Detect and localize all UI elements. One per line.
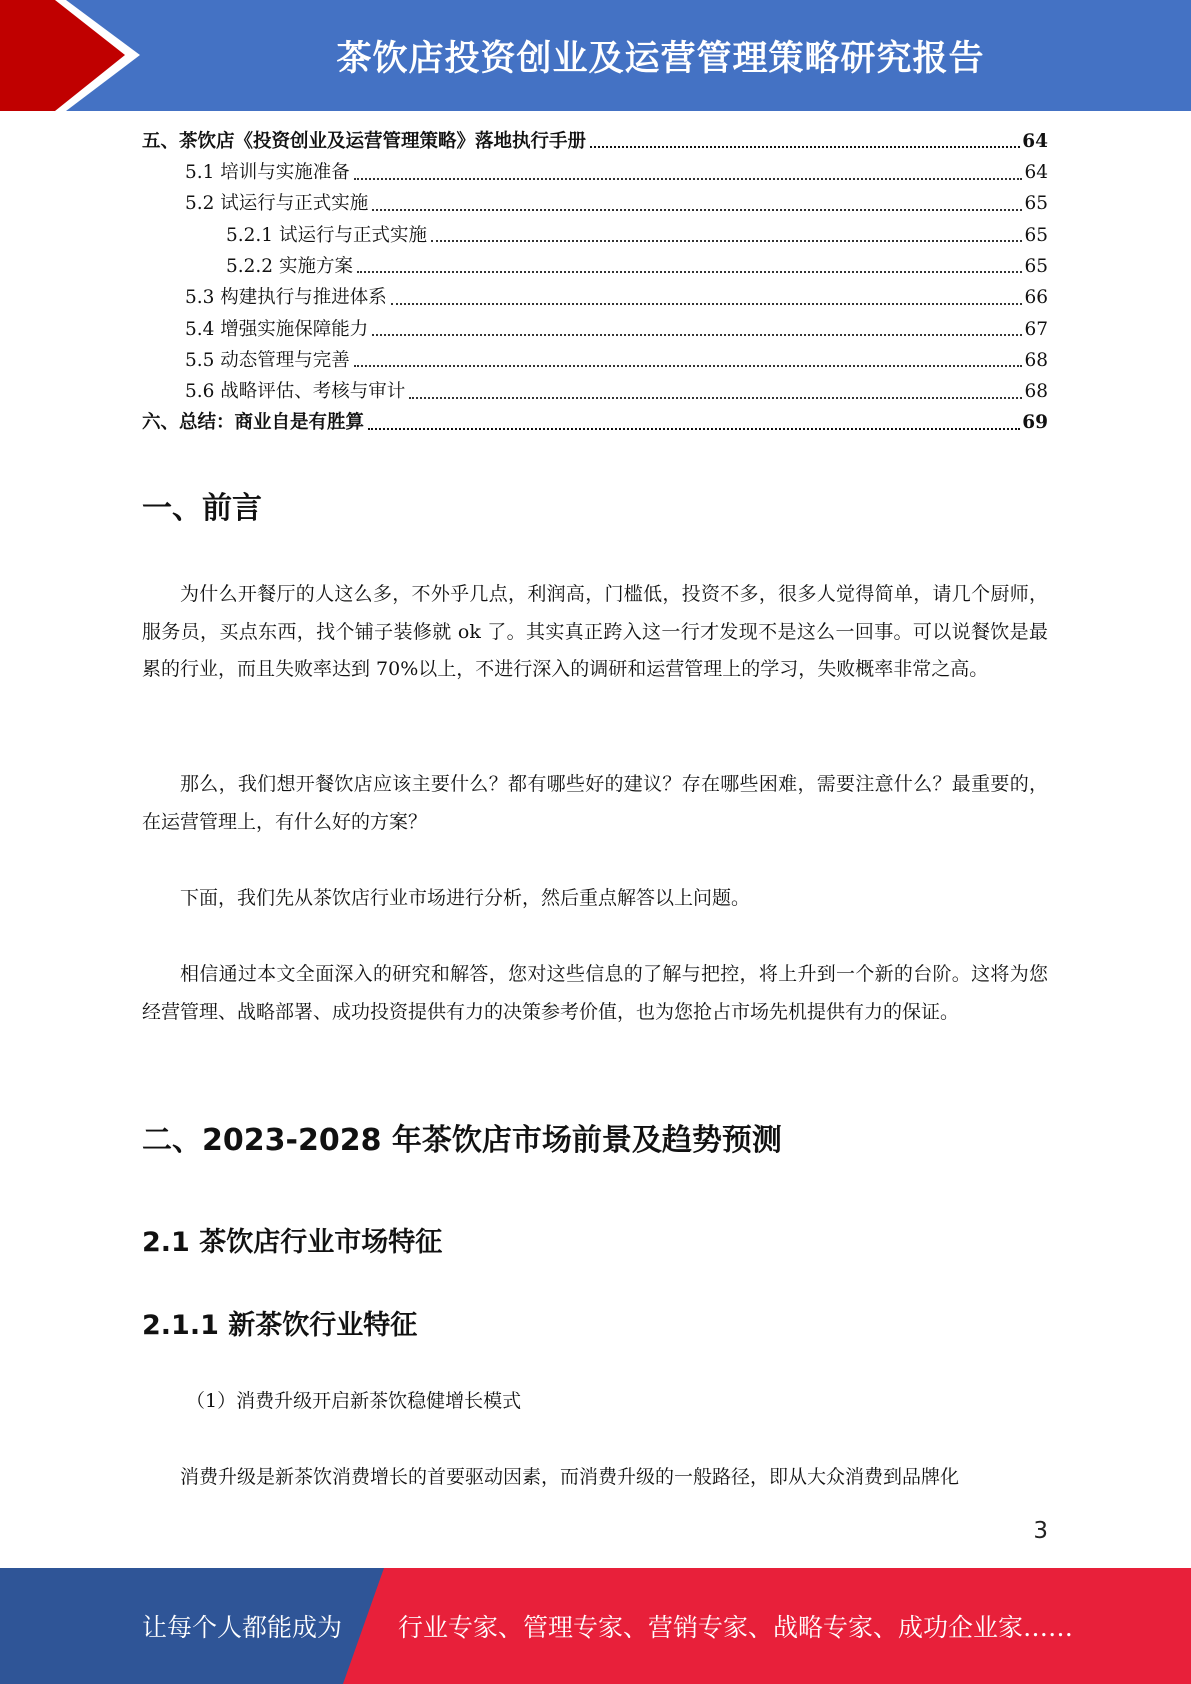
subsection-heading: 2.1.1 新茶饮行业特征 [142,1310,418,1341]
toc-entry-title: 五、茶饮店《投资创业及运营管理策略》落地执行手册 [142,130,587,152]
toc-leader-dots [372,333,1022,336]
toc-leader-dots [357,270,1023,273]
toc-leader-dots [431,239,1022,242]
toc-leader-dots [354,364,1023,367]
toc-entry-page: 65 [1024,224,1048,246]
toc-entry-title: 5.2 试运行与正式实施 [185,193,369,215]
toc-entry-title: 5.4 增强实施保障能力 [185,318,369,340]
toc-entry[interactable] [142,253,1048,284]
body-paragraph: 为什么开餐厅的人这么多，不外乎几点，利润高，门槛低，投资不多，很多人觉得简单，请几个厨师，服务员，买点东西，找个铺子装修就 ok 了。其实真正跨入这一行才发现不是这么一回事。可以说餐饮是最累的行业，而且失败率达到 70%以上，不进行深入的调研和运营管理上的学习，失败概率非常之高。 [142,583,1048,681]
toc-leader-dots [372,208,1022,211]
subsection-heading: 2.1 茶饮店行业市场特征 [142,1227,443,1258]
header-banner [0,0,1191,111]
toc-entry-title: 六、总结：商业自是有胜算 [142,412,365,434]
toc-entry-page: 67 [1024,318,1048,340]
footer-slogan-right: 行业专家、管理专家、营销专家、战略专家、成功企业家…… [398,1613,1074,1642]
toc-entry[interactable] [142,191,1048,222]
table-of-contents [142,128,1048,441]
toc-entry-page: 65 [1024,255,1048,277]
toc-leader-dots [368,427,1020,430]
toc-entry-title: 5.5 动态管理与完善 [185,349,350,371]
toc-entry-title: 5.6 战略评估、考核与审计 [185,381,406,403]
toc-entry-title: 5.2.2 实施方案 [226,255,353,277]
section-heading-forecast: 二、2023-2028 年茶饮店市场前景及趋势预测 [142,1123,782,1158]
toc-leader-dots [409,396,1022,399]
toc-leader-dots [590,145,1020,148]
toc-entry[interactable] [142,222,1048,253]
report-title: 茶饮店投资创业及运营管理策略研究报告 [336,38,985,79]
toc-entry[interactable] [142,128,1048,159]
toc-entry-page: 69 [1022,412,1048,434]
body-paragraph: 相信通过本文全面深入的研究和解答，您对这些信息的了解与把控，将上升到一个新的台阶。这将为您经营管理、战略部署、成功投资提供有力的决策参考价值，也为您抢占市场先机提供有力的保证。 [142,963,1048,1023]
toc-entry[interactable] [142,347,1048,378]
list-item-heading: （1）消费升级开启新茶饮稳健增长模式 [186,1390,522,1412]
toc-entry-title: 5.2.1 试运行与正式实施 [226,224,427,246]
footer-banner [0,1568,1191,1684]
toc-entry-page: 64 [1024,162,1048,184]
toc-entry[interactable] [142,159,1048,190]
toc-entry[interactable] [142,284,1048,315]
toc-entry-page: 68 [1024,381,1048,403]
body-paragraph: 消费升级是新茶饮消费增长的首要驱动因素，而消费升级的一般路径，即从大众消费到品牌化 [180,1466,960,1488]
toc-leader-dots [391,302,1023,305]
toc-entry-page: 64 [1022,130,1048,152]
body-paragraph: 下面，我们先从茶饮店行业市场进行分析，然后重点解答以上问题。 [180,887,751,909]
toc-entry-title: 5.1 培训与实施准备 [185,162,350,184]
toc-entry-page: 65 [1024,193,1048,215]
section-heading-preface: 一、前言 [142,491,262,526]
footer-slogan-left: 让每个人都能成为 [142,1613,343,1642]
toc-entry[interactable] [142,378,1048,409]
toc-entry[interactable] [142,410,1048,441]
toc-entry-page: 66 [1024,287,1048,309]
body-paragraph: 那么，我们想开餐饮店应该主要什么？都有哪些好的建议？存在哪些困难，需要注意什么？最重要的，在运营管理上，有什么好的方案？ [142,773,1048,833]
toc-entry[interactable] [142,316,1048,347]
toc-entry-page: 68 [1024,349,1048,371]
page-number: 3 [1033,1518,1048,1544]
toc-entry-title: 5.3 构建执行与推进体系 [185,287,387,309]
toc-leader-dots [354,177,1023,180]
